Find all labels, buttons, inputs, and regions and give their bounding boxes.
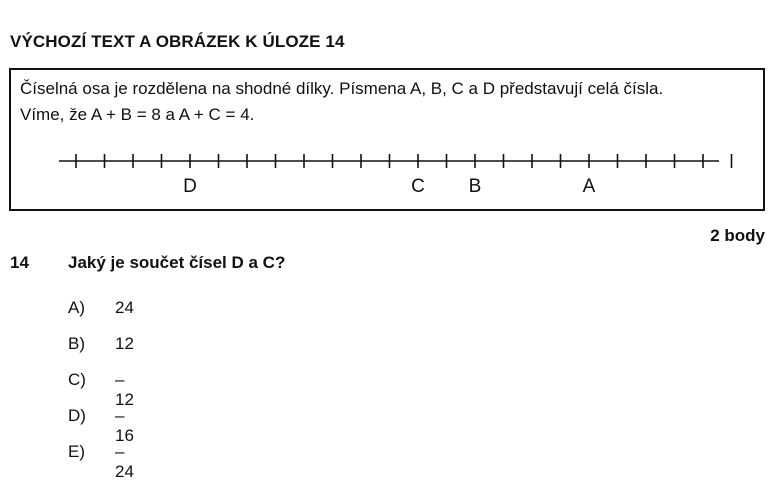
point-label-a: A [582,176,596,197]
number-line [11,70,763,209]
option-value: 24 [115,298,134,317]
option-letter: D) [68,406,86,425]
option-value: –24 [115,442,134,481]
points-label: 2 body [710,226,765,245]
option-letter: B) [68,334,85,353]
point-label-d: D [183,176,197,197]
point-label-c: C [411,176,425,197]
intro-line-1: Číselná osa je rozdělena na shodné dílky. Písmena A, B, C a D představují celá čísla. [20,79,664,98]
task-heading: VÝCHOZÍ TEXT A OBRÁZEK K ÚLOZE 14 [10,32,345,51]
question-number: 14 [10,253,29,272]
intro-box [9,68,765,211]
question-text: Jaký je součet čísel D a C? [68,253,286,272]
point-label-b: B [468,176,482,197]
option-value: 12 [115,334,134,353]
option-value: –12 [115,370,134,409]
intro-line-2: Víme, že A + B = 8 a A + C = 4. [20,105,255,124]
option-letter: E) [68,442,85,461]
option-value: –16 [115,406,134,445]
option-letter: A) [68,298,85,317]
option-letter: C) [68,370,86,389]
